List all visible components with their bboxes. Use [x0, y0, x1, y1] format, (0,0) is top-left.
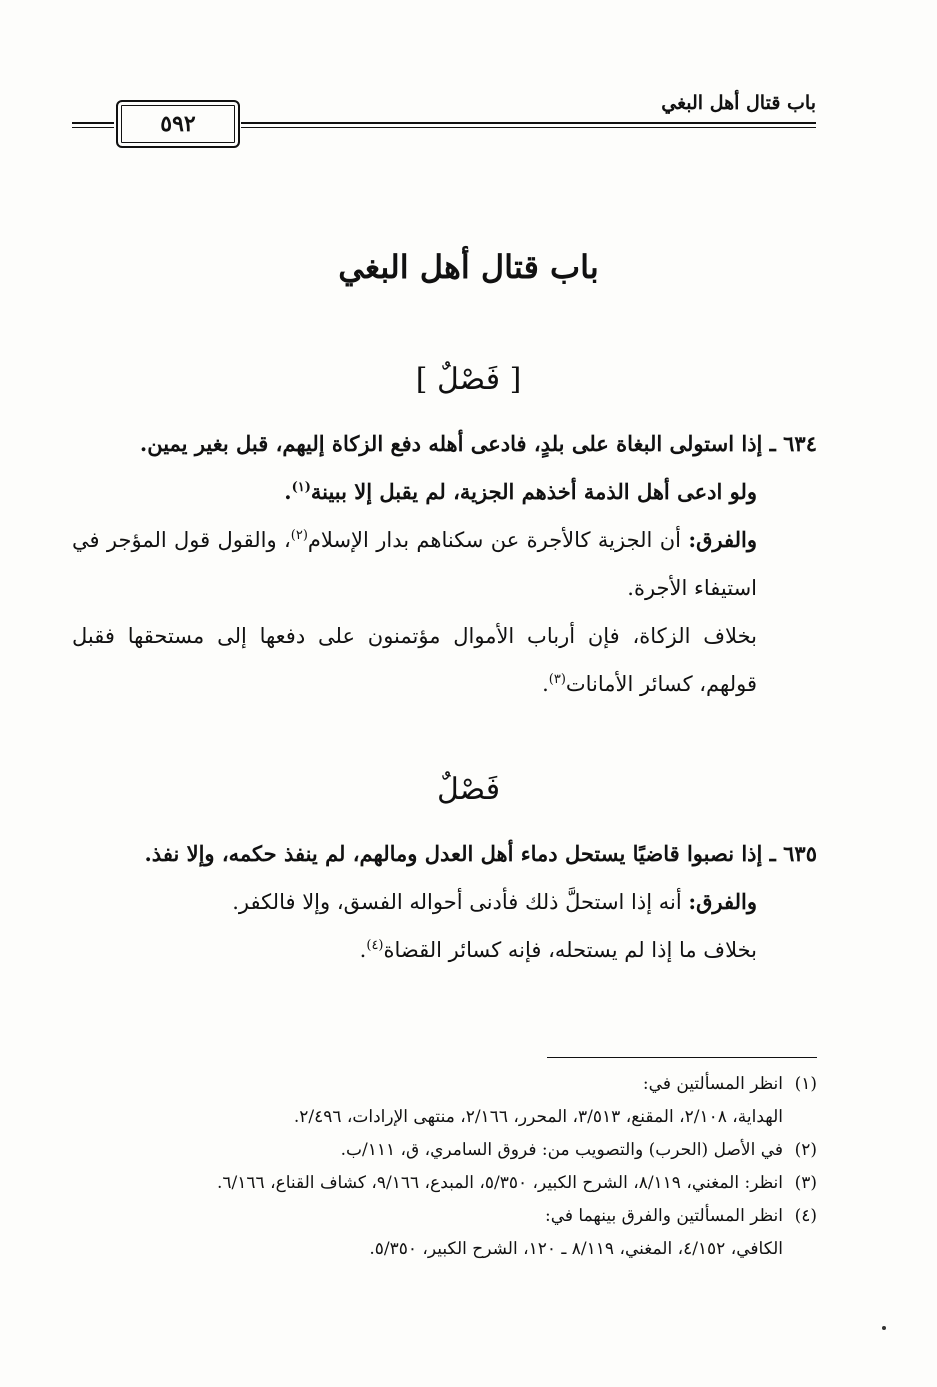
difference-label: والفرق:: [688, 527, 757, 552]
punct: .: [542, 672, 549, 696]
footnote-number: (٢): [794, 1140, 817, 1160]
difference-635-text: أنه إذا استحلَّ ذلك فأدنى أحواله الفسق، وإلا فالكفر.: [232, 890, 689, 914]
footnote-1: [72, 1068, 817, 1134]
footnote-3: [72, 1167, 817, 1200]
section-2-body: [72, 830, 817, 974]
difference-text-a: أن الجزية كالأجرة عن سكناهم بدار الإسلام: [307, 528, 689, 552]
contrast-text: بخلاف الزكاة، فإن أرباب الأموال مؤتمنون على دفعها إلى مستحقها فقبل قولهم، كسائر الأمانات: [72, 624, 757, 696]
footnote-ref-4[interactable]: (٤): [366, 938, 384, 953]
footnote-4: [72, 1200, 817, 1266]
running-title: باب قتال أهل البغي: [661, 92, 816, 114]
footnote-text: انظر المسألتين والفرق بينهما في:: [545, 1206, 783, 1226]
section-1-body: [72, 420, 817, 708]
section-heading-1: [ فَصْلٌ ]: [415, 362, 522, 397]
difference-634: [72, 516, 817, 612]
page-number: ٥٩٢: [160, 111, 196, 137]
footnote-number: (٤): [794, 1206, 817, 1226]
issue-634-text: ٦٣٤ ـ إذا استولى البغاة على بلدٍ، فادعى أهله دفع الزكاة إليهم، قبل بغير يمين.: [139, 431, 817, 456]
contrast-634: [72, 612, 817, 708]
footnote-text: انظر: المغني، ٨/١١٩، الشرح الكبير، ٥/٣٥٠، المبدع، ٩/١٦٦، كشاف القناع، ٦/١٦٦.: [217, 1173, 783, 1193]
running-header: [72, 86, 816, 136]
footnote-number: (٣): [794, 1173, 817, 1193]
punct: .: [284, 479, 292, 504]
issue-634-second-text: ولو ادعى أهل الذمة أخذهم الجزية، لم يقبل إلا ببينة: [310, 479, 757, 504]
footnote-ref-1[interactable]: (١): [291, 480, 311, 495]
section-heading-2: فَصْلٌ: [436, 772, 501, 807]
header-rule-left-inner: [72, 127, 114, 128]
footnote-text-cont: الهداية، ٢/١٠٨، المقنع، ٣/٥١٣، المحرر، ٢/١٦٦، منتهى الإرادات، ٢/٤٩٦.: [293, 1107, 783, 1127]
difference-label: والفرق:: [688, 889, 757, 914]
footnote-number: (١): [794, 1074, 817, 1094]
contrast-635: [72, 926, 817, 974]
issue-635-text: ٦٣٥ ـ إذا نصبوا قاضيًا يستحل دماء أهل العدل ومالهم، لم ينفذ حكمه، وإلا نفذ.: [144, 841, 817, 866]
issue-635: [72, 830, 817, 878]
footnote-text: في الأصل (الحرب) والتصويب من: فروق السامري، ق، ١١١/ب.: [340, 1140, 783, 1160]
contrast-635-text: بخلاف ما إذا لم يستحله، فإنه كسائر القضاة: [383, 938, 757, 962]
footnote-ref-2[interactable]: (٢): [290, 528, 308, 543]
footnotes: [72, 1068, 817, 1266]
header-rule: [241, 122, 816, 124]
footnote-ref-3[interactable]: (٣): [548, 672, 566, 687]
footnote-text: انظر المسألتين في:: [642, 1074, 783, 1094]
header-rule-left: [72, 122, 114, 124]
page-number-frame: [116, 100, 240, 148]
punct: .: [359, 938, 367, 962]
difference-text-b: ، والقول قول المؤجر في استيفاء الأجرة.: [72, 528, 757, 600]
difference-635: [72, 878, 817, 926]
chapter-title: باب قتال أهل البغي: [338, 248, 599, 286]
issue-634: [72, 420, 817, 468]
header-rule-inner: [241, 127, 816, 128]
stray-mark: [882, 1326, 886, 1330]
footnote-text-cont: الكافي، ٤/١٥٢، المغني، ٨/١١٩ ـ ١٢٠، الشرح الكبير، ٥/٣٥٠.: [369, 1239, 783, 1259]
issue-634-second: [72, 468, 817, 516]
footnote-2: [72, 1134, 817, 1167]
footnote-separator: [547, 1057, 817, 1058]
